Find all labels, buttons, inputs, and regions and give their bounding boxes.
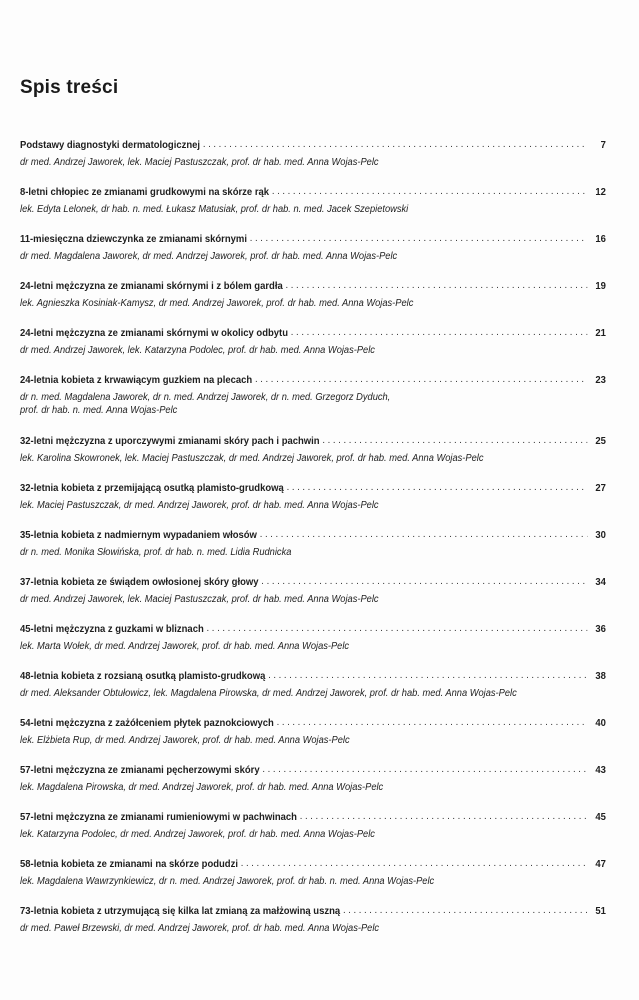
toc-entry-heading	[20, 905, 606, 918]
toc-entry-heading	[20, 623, 606, 636]
toc-entry-page-number: 51	[595, 906, 606, 917]
toc-entry[interactable]	[20, 529, 606, 560]
dot-leader	[272, 185, 587, 198]
dot-leader	[322, 434, 587, 447]
toc-entry-page-number: 30	[595, 530, 606, 541]
toc-entry-page-number: 40	[595, 718, 606, 729]
author-line: lek. Karolina Skowronek, lek. Maciej Pastuszczak, dr med. Andrzej Jaworek, prof. dr hab. med. Anna Wojas-Pelc	[20, 453, 484, 464]
author-line: dr med. Aleksander Obtułowicz, lek. Magdalena Pirowska, dr med. Andrzej Jaworek, prof. dr hab. med. Anna Wojas-Pelc	[20, 688, 517, 699]
toc-entry-page-number: 34	[595, 577, 606, 588]
toc-entry-title: 32-letnia kobieta z przemijającą osutką plamisto-grudkową	[20, 483, 284, 494]
toc-entry[interactable]	[20, 905, 606, 936]
toc-entry-heading	[20, 435, 606, 448]
toc-entry-heading	[20, 139, 606, 152]
toc-entry-title: 45-letni mężczyzna z guzkami w bliznach	[20, 624, 204, 635]
author-line: dr med. Andrzej Jaworek, lek. Katarzyna Podolec, prof. dr hab. med. Anna Wojas-Pelc	[20, 345, 375, 356]
toc-entry-title: 58-letnia kobieta ze zmianami na skórze podudzi	[20, 859, 238, 870]
toc-entry-title: 8-letni chłopiec ze zmianami grudkowymi na skórze rąk	[20, 187, 270, 198]
toc-entry-title: 11-miesięczna dziewczynka ze zmianami skórnymi	[20, 234, 247, 245]
page-title: Spis treści	[20, 77, 119, 98]
toc-entry-title: 57-letni mężczyzna ze zmianami pęcherzowymi skóry	[20, 765, 260, 776]
toc-entry[interactable]	[20, 186, 606, 217]
dot-leader	[261, 575, 587, 588]
toc-entry-heading	[20, 374, 606, 387]
author-line: lek. Elżbieta Rup, dr med. Andrzej Jaworek, prof. dr hab. med. Anna Wojas-Pelc	[20, 735, 350, 746]
toc-entry-heading	[20, 186, 606, 199]
toc-entry[interactable]	[20, 811, 606, 842]
toc-entry-authors	[20, 251, 578, 264]
toc-entry-page-number: 16	[595, 234, 606, 245]
toc-entry[interactable]	[20, 374, 606, 417]
author-line: prof. dr hab. n. med. Anna Wojas-Pelc	[20, 404, 178, 416]
toc-entry-heading	[20, 529, 606, 542]
toc-entry-heading	[20, 717, 606, 730]
toc-entry-title: 48-letnia kobieta z rozsianą osutką plamisto-grudkową	[20, 671, 266, 682]
toc-entry-title: 24-letni mężczyzna ze zmianami skórnymi w okolicy odbytu	[20, 328, 288, 339]
toc-entry[interactable]	[20, 764, 606, 795]
toc-entry-title: 32-letni mężczyzna z uporczywymi zmianami skóry pach i pachwin	[20, 436, 320, 447]
toc-entry-authors	[20, 594, 578, 607]
toc-entry-title: 24-letnia kobieta z krwawiącym guzkiem na plecach	[20, 375, 253, 386]
toc-entry[interactable]	[20, 139, 606, 170]
toc-entry-title: 24-letni mężczyzna ze zmianami skórnymi i z bólem gardła	[20, 281, 283, 292]
dot-leader	[250, 232, 588, 245]
dot-leader	[268, 669, 587, 682]
toc-entry-page-number: 36	[595, 624, 606, 635]
author-line: dr n. med. Monika Słowińska, prof. dr hab. n. med. Lidia Rudnicka	[20, 547, 292, 558]
dot-leader	[260, 528, 588, 541]
toc-entry-title: 73-letnia kobieta z utrzymującą się kilka lat zmianą za małżowiną uszną	[20, 906, 341, 917]
toc-entry[interactable]	[20, 717, 606, 748]
toc-entry[interactable]	[20, 280, 606, 311]
toc-entry-authors	[20, 923, 578, 936]
toc-entry-authors	[20, 204, 578, 217]
dot-leader	[262, 763, 587, 776]
toc-entry-page-number: 12	[595, 187, 606, 198]
dot-leader	[241, 857, 588, 870]
author-line: lek. Magdalena Pirowska, dr med. Andrzej Jaworek, prof. dr hab. med. Anna Wojas-Pelc	[20, 782, 384, 793]
toc-entry[interactable]	[20, 623, 606, 654]
author-line: dr med. Andrzej Jaworek, lek. Maciej Pastuszczak, prof. dr hab. med. Anna Wojas-Pelc	[20, 594, 379, 605]
toc-entry-authors	[20, 500, 578, 513]
dot-leader	[203, 138, 587, 151]
toc-entry-title: Podstawy diagnostyki dermatologicznej	[20, 140, 201, 151]
toc-entry-authors	[20, 453, 578, 466]
toc-entry-heading	[20, 576, 606, 589]
toc-entry[interactable]	[20, 670, 606, 701]
author-line: lek. Magdalena Wawrzynkiewicz, dr n. med. Andrzej Jaworek, prof. dr hab. n. med. Anna Wojas-Pelc	[20, 876, 435, 887]
author-line: dr med. Andrzej Jaworek, lek. Maciej Pastuszczak, prof. dr hab. med. Anna Wojas-Pelc	[20, 157, 379, 168]
toc-entry-heading	[20, 280, 606, 293]
toc-entry[interactable]	[20, 233, 606, 264]
toc-entry-authors	[20, 298, 578, 311]
toc-entry-page-number: 21	[595, 328, 606, 339]
toc-entry-page-number: 38	[595, 671, 606, 682]
toc-entry-page-number: 45	[595, 812, 606, 823]
toc-entry-authors	[20, 876, 578, 889]
toc-entry-heading	[20, 482, 606, 495]
toc-entry-page-number: 19	[595, 281, 606, 292]
toc-entry[interactable]	[20, 858, 606, 889]
toc-entry-authors	[20, 345, 578, 358]
author-line: lek. Marta Wołek, dr med. Andrzej Jaworek, prof. dr hab. med. Anna Wojas-Pelc	[20, 641, 350, 652]
toc-entry-authors	[20, 829, 578, 842]
toc-entry-authors	[20, 157, 578, 170]
toc-entry-authors	[20, 688, 578, 701]
toc-entry-title: 35-letnia kobieta z nadmiernym wypadaniem włosów	[20, 530, 257, 541]
toc-entry-authors	[20, 392, 578, 417]
toc-entry-authors	[20, 735, 578, 748]
toc-entry-authors	[20, 641, 578, 654]
toc-entry-page-number: 27	[595, 483, 606, 494]
toc-entry[interactable]	[20, 576, 606, 607]
author-line: dr n. med. Magdalena Jaworek, dr n. med. Andrzej Jaworek, dr n. med. Grzegorz Dyduch,	[20, 392, 391, 403]
toc-entry-page-number: 47	[595, 859, 606, 870]
toc-entry-page-number: 23	[595, 375, 606, 386]
dot-leader	[287, 481, 588, 494]
author-line: lek. Maciej Pastuszczak, dr med. Andrzej Jaworek, prof. dr hab. med. Anna Wojas-Pelc	[20, 500, 379, 511]
toc-entry-page-number: 43	[595, 765, 606, 776]
toc-entry-heading	[20, 327, 606, 340]
dot-leader	[291, 326, 588, 339]
dot-leader	[255, 373, 587, 386]
author-line: dr med. Magdalena Jaworek, dr med. Andrzej Jaworek, prof. dr hab. med. Anna Wojas-Pelc	[20, 251, 398, 262]
author-line: dr med. Paweł Brzewski, dr med. Andrzej Jaworek, prof. dr hab. med. Anna Wojas-Pelc	[20, 923, 380, 934]
author-line: lek. Katarzyna Podolec, dr med. Andrzej Jaworek, prof. dr hab. med. Anna Wojas-Pelc	[20, 829, 375, 840]
toc-entry[interactable]	[20, 435, 606, 466]
dot-leader	[300, 810, 588, 823]
toc-entry-authors	[20, 782, 578, 795]
dot-leader	[343, 904, 587, 917]
dot-leader	[286, 279, 588, 292]
toc-entry-title: 54-letni mężczyzna z zażółceniem płytek paznokciowych	[20, 718, 274, 729]
author-line: lek. Agnieszka Kosiniak-Kamysz, dr med. Andrzej Jaworek, prof. dr hab. med. Anna Wojas-Pelc	[20, 298, 414, 309]
toc-entry-page-number: 25	[595, 436, 606, 447]
toc-entry-heading	[20, 764, 606, 777]
toc-entry-authors	[20, 547, 578, 560]
toc-entry-heading	[20, 670, 606, 683]
toc-entry-title: 57-letni mężczyzna ze zmianami rumieniowymi w pachwinach	[20, 812, 297, 823]
author-line: lek. Edyta Lelonek, dr hab. n. med. Łukasz Matusiak, prof. dr hab. n. med. Jacek Szepietowski	[20, 204, 409, 215]
dot-leader	[207, 622, 588, 635]
toc-entry-heading	[20, 233, 606, 246]
toc-entry-heading	[20, 811, 606, 824]
toc-entry[interactable]	[20, 482, 606, 513]
toc-entry-heading	[20, 858, 606, 871]
toc-entry[interactable]	[20, 327, 606, 358]
toc-entry-title: 37-letnia kobieta ze świądem owłosionej skóry głowy	[20, 577, 259, 588]
toc-entry-page-number: 7	[600, 140, 606, 151]
dot-leader	[277, 716, 588, 729]
